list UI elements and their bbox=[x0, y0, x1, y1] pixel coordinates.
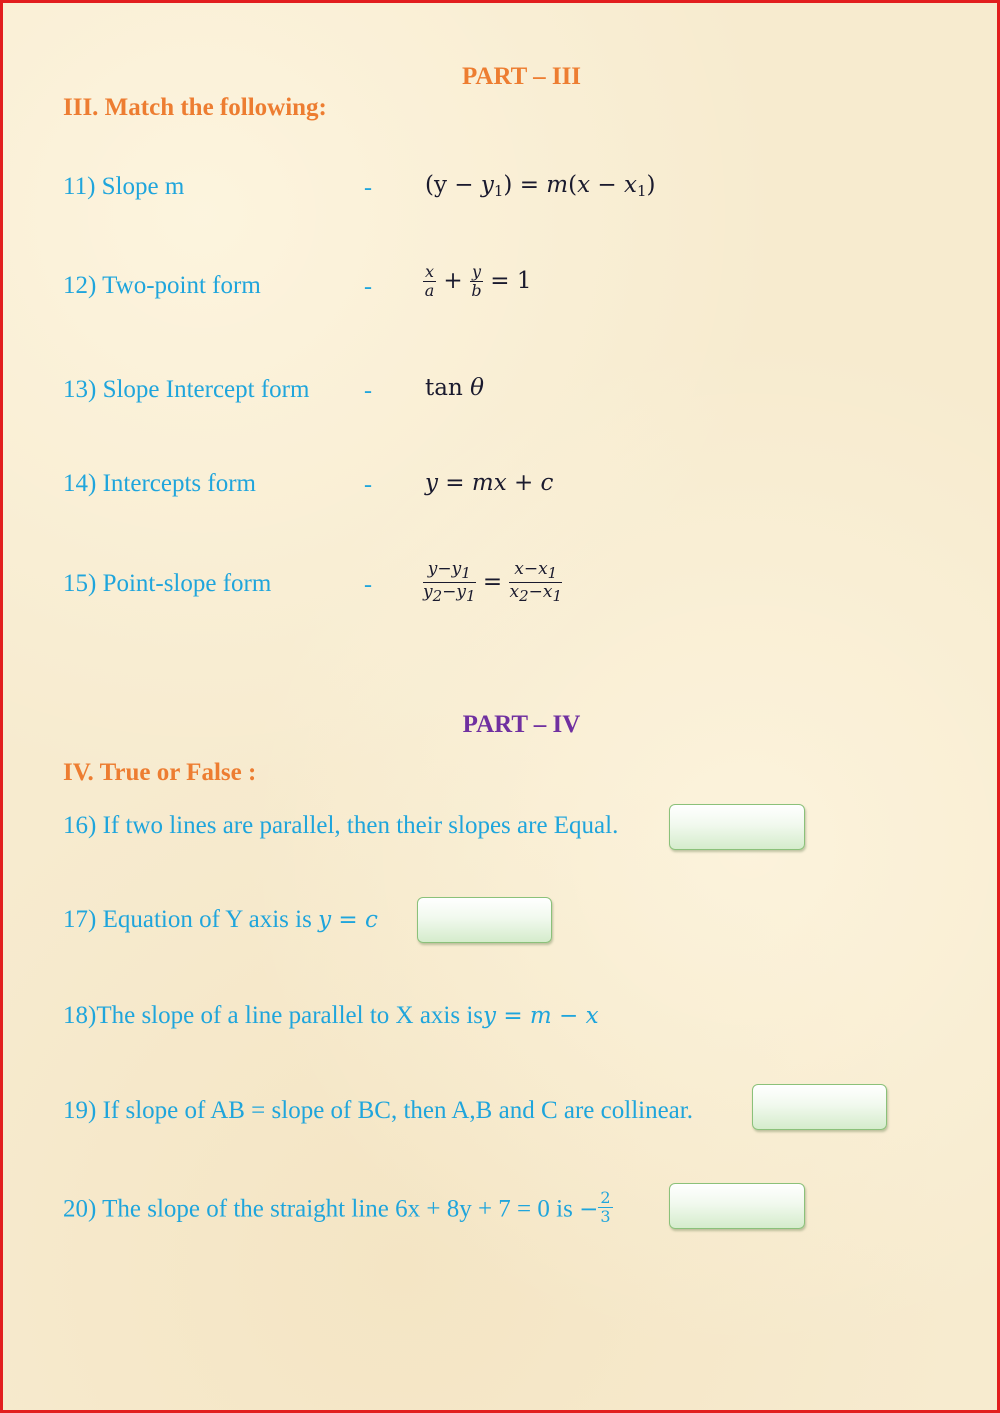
match-item-14-dash: - bbox=[364, 472, 372, 498]
match-item-12-label: 12) Two-point form bbox=[63, 272, 261, 299]
question-17: 17) Equation of Y axis is y = c bbox=[63, 906, 378, 933]
answer-box-19[interactable] bbox=[752, 1084, 887, 1130]
match-item-15-dash: - bbox=[364, 572, 372, 598]
formula-two-point: $\frac{y-y_1}{y_2-y_1}$ = $\frac{x-x_1}{x_2-x_1}$ bbox=[423, 559, 562, 606]
match-item-13-label: 13) Slope Intercept form bbox=[63, 376, 310, 403]
formula-slope-intercept: y = mx + c bbox=[425, 470, 554, 496]
match-item-13-dash: - bbox=[364, 378, 372, 404]
answer-box-20[interactable] bbox=[669, 1183, 805, 1229]
formula-tan-theta: tan θ bbox=[425, 375, 484, 401]
question-20: 20) The slope of the straight line 6x + 8y + 7 = 0 is − $\frac{2}{3}$ bbox=[63, 1188, 611, 1227]
question-16: 16) If two lines are parallel, then their slopes are Equal. bbox=[63, 812, 619, 839]
formula-point-slope: $(y - y_1) = m(x - x_1)$ bbox=[425, 172, 656, 200]
match-heading: III. Match the following: bbox=[63, 94, 327, 121]
match-item-12-dash: - bbox=[364, 274, 372, 300]
answer-box-16[interactable] bbox=[669, 804, 805, 850]
match-item-11-label: 11) Slope m bbox=[63, 173, 185, 200]
question-19: 19) If slope of AB = slope of BC, then A,B and C are collinear. bbox=[63, 1097, 693, 1124]
part-iv-title: PART – IV bbox=[462, 711, 581, 738]
part-iii-title: PART – III bbox=[461, 63, 582, 90]
answer-box-17[interactable] bbox=[417, 897, 552, 943]
match-item-11-dash: - bbox=[364, 175, 372, 201]
match-item-15-label: 15) Point-slope form bbox=[63, 570, 272, 597]
question-18: 18)The slope of a line parallel to X axis isy = m − x bbox=[63, 1002, 599, 1029]
true-false-heading: IV. True or False : bbox=[63, 759, 257, 786]
formula-intercepts: $\frac{x}{a}$ + $\frac{y}{b}$ = 1 bbox=[424, 262, 532, 301]
match-item-14-label: 14) Intercepts form bbox=[63, 470, 256, 497]
